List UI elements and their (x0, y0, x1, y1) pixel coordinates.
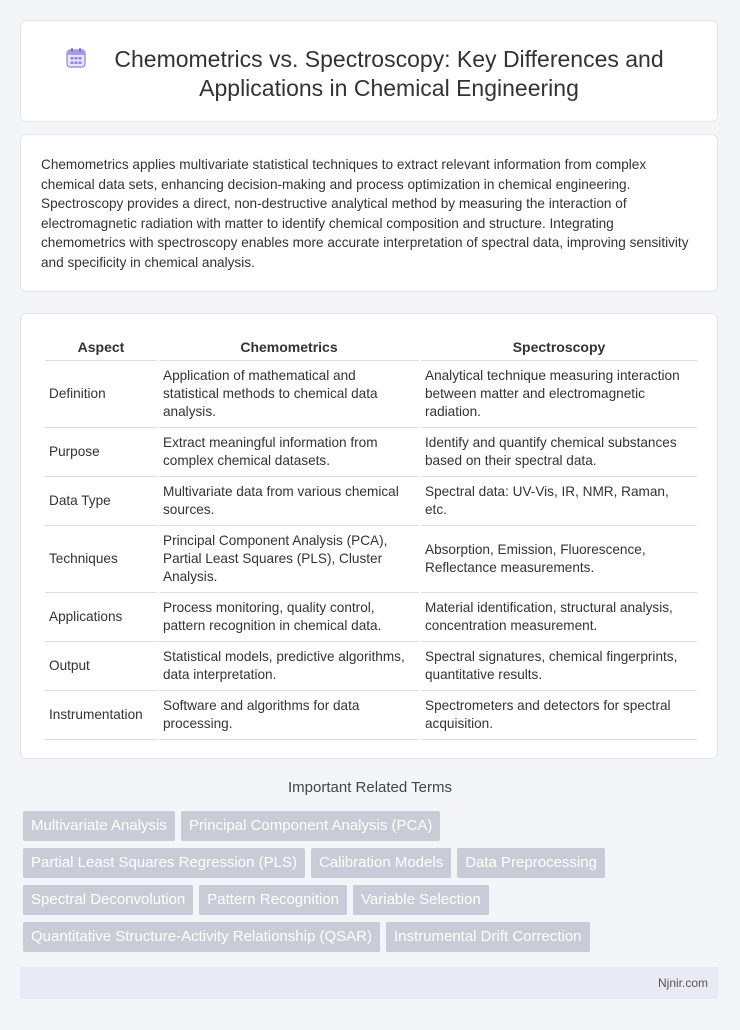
table-row (45, 526, 697, 593)
related-terms-title: Important Related Terms (288, 779, 452, 796)
header-spectroscopy: Spectroscopy (421, 334, 697, 361)
row-chemometrics: Software and algorithms for data processing. (159, 691, 419, 740)
row-spectroscopy: Absorption, Emission, Fluorescence, Reflectance measurements. (421, 526, 697, 593)
row-aspect: Purpose (45, 428, 157, 477)
title-card (20, 20, 718, 122)
row-chemometrics: Process monitoring, quality control, pattern recognition in chemical data. (159, 593, 419, 642)
comparison-table (43, 334, 699, 740)
table-row (45, 477, 697, 526)
row-chemometrics: Extract meaningful information from complex chemical datasets. (159, 428, 419, 477)
row-chemometrics: Application of mathematical and statistical methods to chemical data analysis. (159, 361, 419, 428)
related-term-tag[interactable]: Instrumental Drift Correction (386, 922, 590, 952)
table-header-row (45, 334, 697, 361)
footer-site-link[interactable]: Njnir.com (657, 976, 708, 990)
row-spectroscopy: Spectral data: UV-Vis, IR, NMR, Raman, etc. (421, 477, 697, 526)
table-row (45, 593, 697, 642)
row-chemometrics: Principal Component Analysis (PCA), Partial Least Squares (PLS), Cluster Analysis. (159, 526, 419, 593)
header-aspect: Aspect (45, 334, 157, 361)
page-title: Chemometrics vs. Spectroscopy: Key Differences and Applications in Chemical Engineering (114, 46, 664, 101)
row-chemometrics: Statistical models, predictive algorithms, data interpretation. (159, 642, 419, 691)
row-aspect: Applications (45, 593, 157, 642)
row-spectroscopy: Analytical technique measuring interaction between matter and electromagnetic radiation. (421, 361, 697, 428)
related-term-tag[interactable]: Multivariate Analysis (23, 811, 175, 841)
related-term-tag[interactable]: Spectral Deconvolution (23, 885, 193, 915)
related-term-tag[interactable]: Calibration Models (311, 848, 451, 878)
footer (20, 967, 718, 999)
row-aspect: Definition (45, 361, 157, 428)
header-chemometrics: Chemometrics (159, 334, 419, 361)
row-aspect: Techniques (45, 526, 157, 593)
row-spectroscopy: Material identification, structural analysis, concentration measurement. (421, 593, 697, 642)
row-chemometrics: Multivariate data from various chemical sources. (159, 477, 419, 526)
row-aspect: Instrumentation (45, 691, 157, 740)
intro-card (20, 134, 718, 292)
related-term-tag[interactable]: Pattern Recognition (199, 885, 347, 915)
table-row (45, 642, 697, 691)
row-spectroscopy: Identify and quantify chemical substances based on their spectral data. (421, 428, 697, 477)
related-term-tag[interactable]: Variable Selection (353, 885, 489, 915)
table-row (45, 428, 697, 477)
intro-paragraph: Chemometrics applies multivariate statistical techniques to extract relevant information from complex chemical data sets, enhancing decision-making and process optimization in chemical engineering. Spectroscopy provides a direct, non-destructive analytical method by measuring the interaction of electromagnetic radiation with matter to identify chemical composition and structure. Integrating chemometrics with spectroscopy enables more accurate interpretation of spectral data, improving sensitivity and specificity in chemical analysis. (41, 157, 689, 270)
table-row (45, 361, 697, 428)
related-term-tag[interactable]: Principal Component Analysis (PCA) (181, 811, 440, 841)
row-spectroscopy: Spectral signatures, chemical fingerprints, quantitative results. (421, 642, 697, 691)
related-term-tag[interactable]: Quantitative Structure-Activity Relationship (QSAR) (23, 922, 380, 952)
related-terms-list (23, 811, 703, 952)
table-row (45, 691, 697, 740)
related-term-tag[interactable]: Partial Least Squares Regression (PLS) (23, 848, 305, 878)
row-spectroscopy: Spectrometers and detectors for spectral acquisition. (421, 691, 697, 740)
row-aspect: Data Type (45, 477, 157, 526)
comparison-card (20, 313, 718, 759)
related-term-tag[interactable]: Data Preprocessing (457, 848, 605, 878)
row-aspect: Output (45, 642, 157, 691)
